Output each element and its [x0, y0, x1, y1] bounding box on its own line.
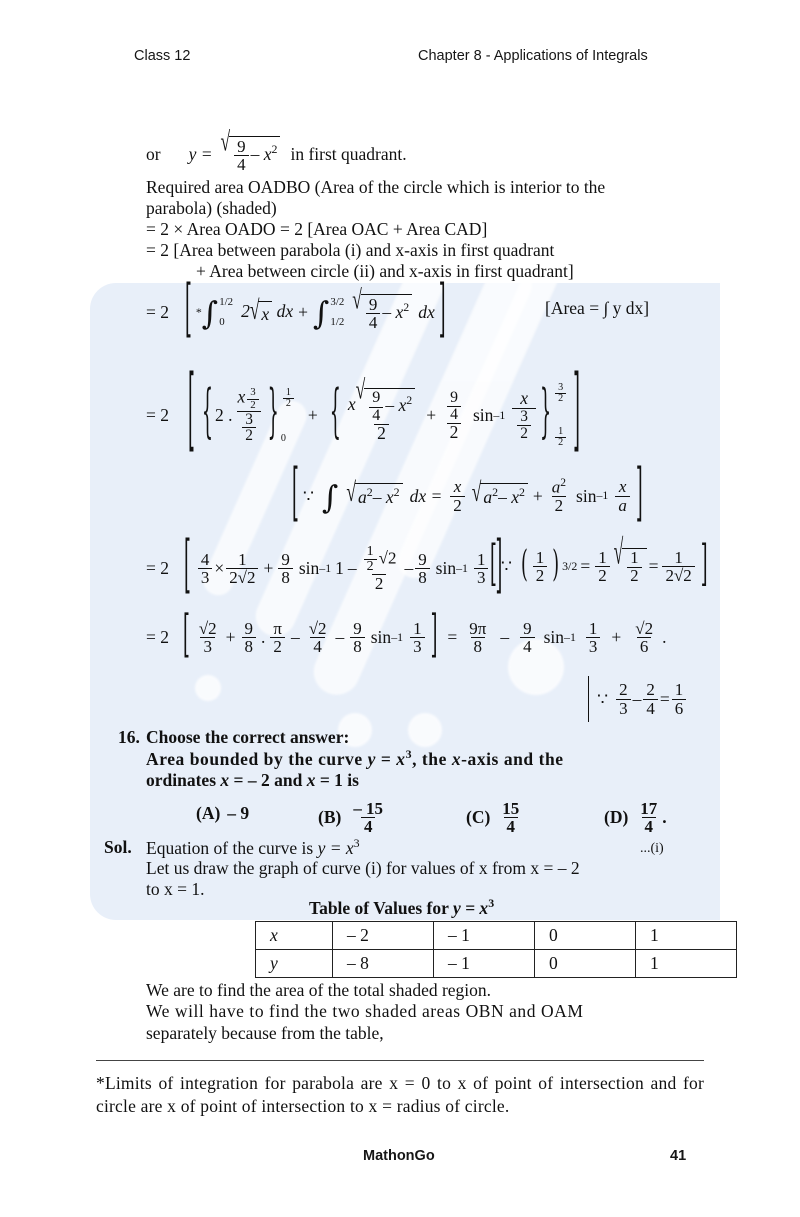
table-title: Table of Values for $y = x^3$: [309, 896, 495, 918]
step-2-expression: = 2 [ { 2 . x $\frac{3}{2}$ $\frac{3}{2}$ } $\frac{1}{2}$ 0 + { x √ $\frac{9}{4}$ – $x^2$ 2 + $\frac{\frac{9}{4}}{2}$ sin –1 $\frac{x}{\frac{3}{2}}$ } $\frac{3}{2}$ $\frac{1}{2}$ ]: [146, 383, 585, 448]
side-note-fraction-identity: ∵ $\frac{2}{3}$ – $\frac{2}{4}$ = $\frac{1}{6}$: [588, 676, 688, 722]
option-a[interactable]: [196, 800, 249, 824]
side-note-power-identity: [ ∵ ( $\frac{1}{2}$ ) 3/2 = $\frac{1}{2}$ √ $\frac{1}{2}$ = $\frac{1}{2√2}$ ]: [486, 548, 712, 585]
brace-open: {: [329, 381, 341, 448]
bracket-close: ]: [438, 275, 446, 348]
integral-1-lower: 0: [219, 316, 225, 329]
table-of-values: [255, 921, 737, 978]
x-base: x: [237, 387, 246, 408]
option-c[interactable]: [466, 800, 524, 836]
solution-line-1: Equation of the curve is $y = x^3$: [146, 836, 360, 858]
option-b-label: (B): [318, 807, 342, 828]
step1-equals: = 2: [146, 302, 169, 323]
watermark-dot: [195, 675, 221, 701]
brace-open: {: [201, 381, 213, 448]
footnote-star: *: [195, 305, 202, 320]
radical-sign: √: [220, 125, 231, 157]
integral-sign: ∫: [312, 296, 330, 333]
sqrt-numerator: 9: [237, 137, 246, 156]
cell-x-3: 1: [636, 922, 737, 950]
cell-y-0: – 8: [333, 950, 434, 978]
table-row: [256, 922, 737, 950]
option-c-denominator: 4: [504, 817, 518, 835]
table-row: [256, 950, 737, 978]
because-symbol: ∵: [500, 556, 512, 577]
option-b-numerator: – 15: [353, 799, 384, 818]
row-label-y: y: [256, 950, 333, 978]
arcsine-function: sin: [298, 558, 320, 579]
option-d-denominator: 4: [642, 817, 656, 835]
cell-x-2: 0: [535, 922, 636, 950]
solution-label: Sol.: [104, 837, 132, 857]
bracket-close: ]: [495, 531, 503, 604]
integral-sign: ∫: [201, 296, 219, 333]
equation-line-3: + Area between circle (ii) and x-axis in first quadrant]: [196, 261, 574, 281]
vertical-rule: [588, 676, 589, 722]
evaluation-limits-2: $\frac{3}{2}$ $\frac{1}{2}$: [553, 383, 568, 448]
option-b[interactable]: [318, 800, 388, 836]
bracket-open: [: [185, 275, 192, 348]
option-c-label: (C): [466, 807, 491, 828]
question-statement-line-1: Area bounded by the curve $y = x^3$, the x-axis and the: [146, 747, 564, 769]
step4-equals: = 2: [146, 627, 169, 648]
because-symbol: ∵: [302, 485, 314, 506]
cell-x-1: – 1: [434, 922, 535, 950]
integral-2-upper: 3/2: [330, 295, 345, 308]
integral-2-dx: dx: [418, 302, 435, 323]
question-prompt: Choose the correct answer:: [146, 727, 350, 747]
bracket-close: ]: [635, 458, 643, 531]
option-a-value: – 9: [227, 802, 250, 823]
paren-open: (: [520, 544, 528, 587]
arcsine-function: sin: [576, 485, 597, 506]
step2-equals: = 2: [146, 405, 169, 426]
solution-reference: ...(i): [640, 841, 664, 856]
step2-coefficient: 2 .: [214, 405, 233, 426]
cell-y-1: – 1: [434, 950, 535, 978]
equation-line-1: = 2 × Area OADO = 2 [Area OAC + Area CAD]: [146, 219, 488, 239]
bracket-open: [: [292, 458, 299, 531]
integral-identity-note: [ ∵ ∫ √ $a^2-$ $x^2$ dx = $\frac{x}{2}$ √ $a^2-$ $x^2$ + $\frac{a^2}{2}$ sin –1 $\frac{x}{a}$ ]: [288, 478, 647, 514]
arcsine-function: sin: [435, 558, 457, 579]
equation-or-line: or y = √ $\frac{9}{4}$ – $x^2$ in first quadrant.: [146, 136, 407, 174]
step-4-expression: = 2 [ $\frac{√2}{3}$ + $\frac{9}{8}$ . $\frac{\pi}{2}$ – $\frac{√2}{4}$ – $\frac{9}{8}$ sin –1 $\frac{1}{3}$ ] = $\frac{9\pi}{8}$ – $\frac{9}{4}$ sin –1 $\frac{1}{3}$ + $\frac{√2}{6}$ .: [146, 620, 666, 656]
equation-line-2: = 2 [Area between parabola (i) and x-axis in first quadrant: [146, 240, 555, 260]
arcsine-function: sin: [472, 405, 494, 426]
after-table-line-3: separately because from the table,: [146, 1023, 384, 1043]
because-symbol: ∵: [597, 688, 609, 709]
arcsine-function: sin: [370, 627, 392, 648]
bracket-open: [: [490, 537, 497, 594]
minus-x-squared: – x: [250, 143, 272, 164]
plus-sign: +: [298, 302, 308, 323]
area-formula-note: [Area = ∫ y dx]: [545, 298, 650, 318]
solution-line-3: to x = 1.: [146, 879, 205, 899]
arcsine-function: sin: [543, 627, 564, 648]
bracket-close: ]: [700, 537, 708, 594]
row-label-x: x: [256, 922, 333, 950]
or-label: or: [146, 144, 161, 165]
footnote-divider: [96, 1060, 704, 1061]
integral-1-upper: 1/2: [219, 295, 234, 308]
question-statement-line-2: ordinates x = – 2 and x = 1 is: [146, 770, 359, 790]
cell-x-0: – 2: [333, 922, 434, 950]
after-table-line-1: We are to find the area of the total shaded region.: [146, 980, 492, 1000]
bracket-open: [: [183, 607, 190, 666]
option-c-numerator: 15: [502, 799, 520, 818]
header-chapter-label: Chapter 8 - Applications of Integrals: [418, 48, 648, 64]
footer-page-number: 41: [670, 1148, 687, 1164]
solution-line-2: Let us draw the graph of curve (i) for values of x from x = – 2: [146, 858, 580, 878]
option-d-numerator: 17: [640, 799, 658, 818]
header-class-label: Class 12: [134, 48, 191, 64]
option-b-denominator: 4: [361, 817, 375, 835]
required-area-line-1: Required area OADBO (Area of the circle which is interior to the: [146, 177, 606, 197]
integral-2-radicand: √ $\frac{9}{4}$ – $x^2$: [352, 294, 412, 332]
integral-1-body: 2 √ x dx: [241, 293, 294, 325]
plus-sign: +: [426, 405, 437, 426]
step-3-expression: = 2 [ $\frac{4}{3}$ × $\frac{1}{2√2}$ + $\frac{9}{8}$ sin –1 1 – $\frac{1}{2}$ √2 2 – $\frac{9}{8}$ sin –1 $\frac{1}{3}$ ]: [146, 545, 507, 593]
paren-close: ): [552, 544, 560, 587]
integral-sign: ∫: [321, 479, 339, 516]
option-a-label: (A): [196, 802, 221, 823]
brace-close: }: [539, 381, 552, 448]
step3-equals: = 2: [146, 558, 169, 579]
y-equals: y =: [188, 144, 213, 165]
bracket-close: ]: [430, 607, 438, 666]
option-d-suffix: .: [662, 807, 667, 828]
question-number: 16.: [118, 727, 140, 747]
first-quadrant-text: in first quadrant.: [290, 144, 407, 165]
evaluation-limits-1: $\frac{1}{2}$ 0: [281, 388, 296, 444]
integral-2-lower: 1/2: [330, 316, 345, 329]
footer-brand: MathonGo: [363, 1148, 435, 1164]
cell-y-3: 1: [636, 950, 737, 978]
watermark-dot: [408, 713, 442, 747]
option-d-label: (D): [604, 807, 629, 828]
after-table-line-2: We will have to find the two shaded areas OBN and OAM: [146, 1001, 584, 1021]
sqrt-denominator: 4: [234, 155, 248, 173]
step-1-expression: [146, 275, 450, 348]
bracket-open: [: [184, 531, 191, 604]
bracket-close: ]: [573, 361, 580, 466]
plus-sign: +: [307, 405, 318, 426]
brace-close: }: [267, 381, 279, 448]
option-d[interactable]: [604, 800, 667, 836]
cell-y-2: 0: [535, 950, 636, 978]
bracket-open: [: [188, 361, 195, 466]
required-area-line-2: parabola) (shaded): [146, 198, 277, 218]
footnote-text: *Limits of integration for parabola are x = 0 to x of point of intersection and for circle are x of point of intersection to x = radius of circle.: [96, 1073, 704, 1116]
